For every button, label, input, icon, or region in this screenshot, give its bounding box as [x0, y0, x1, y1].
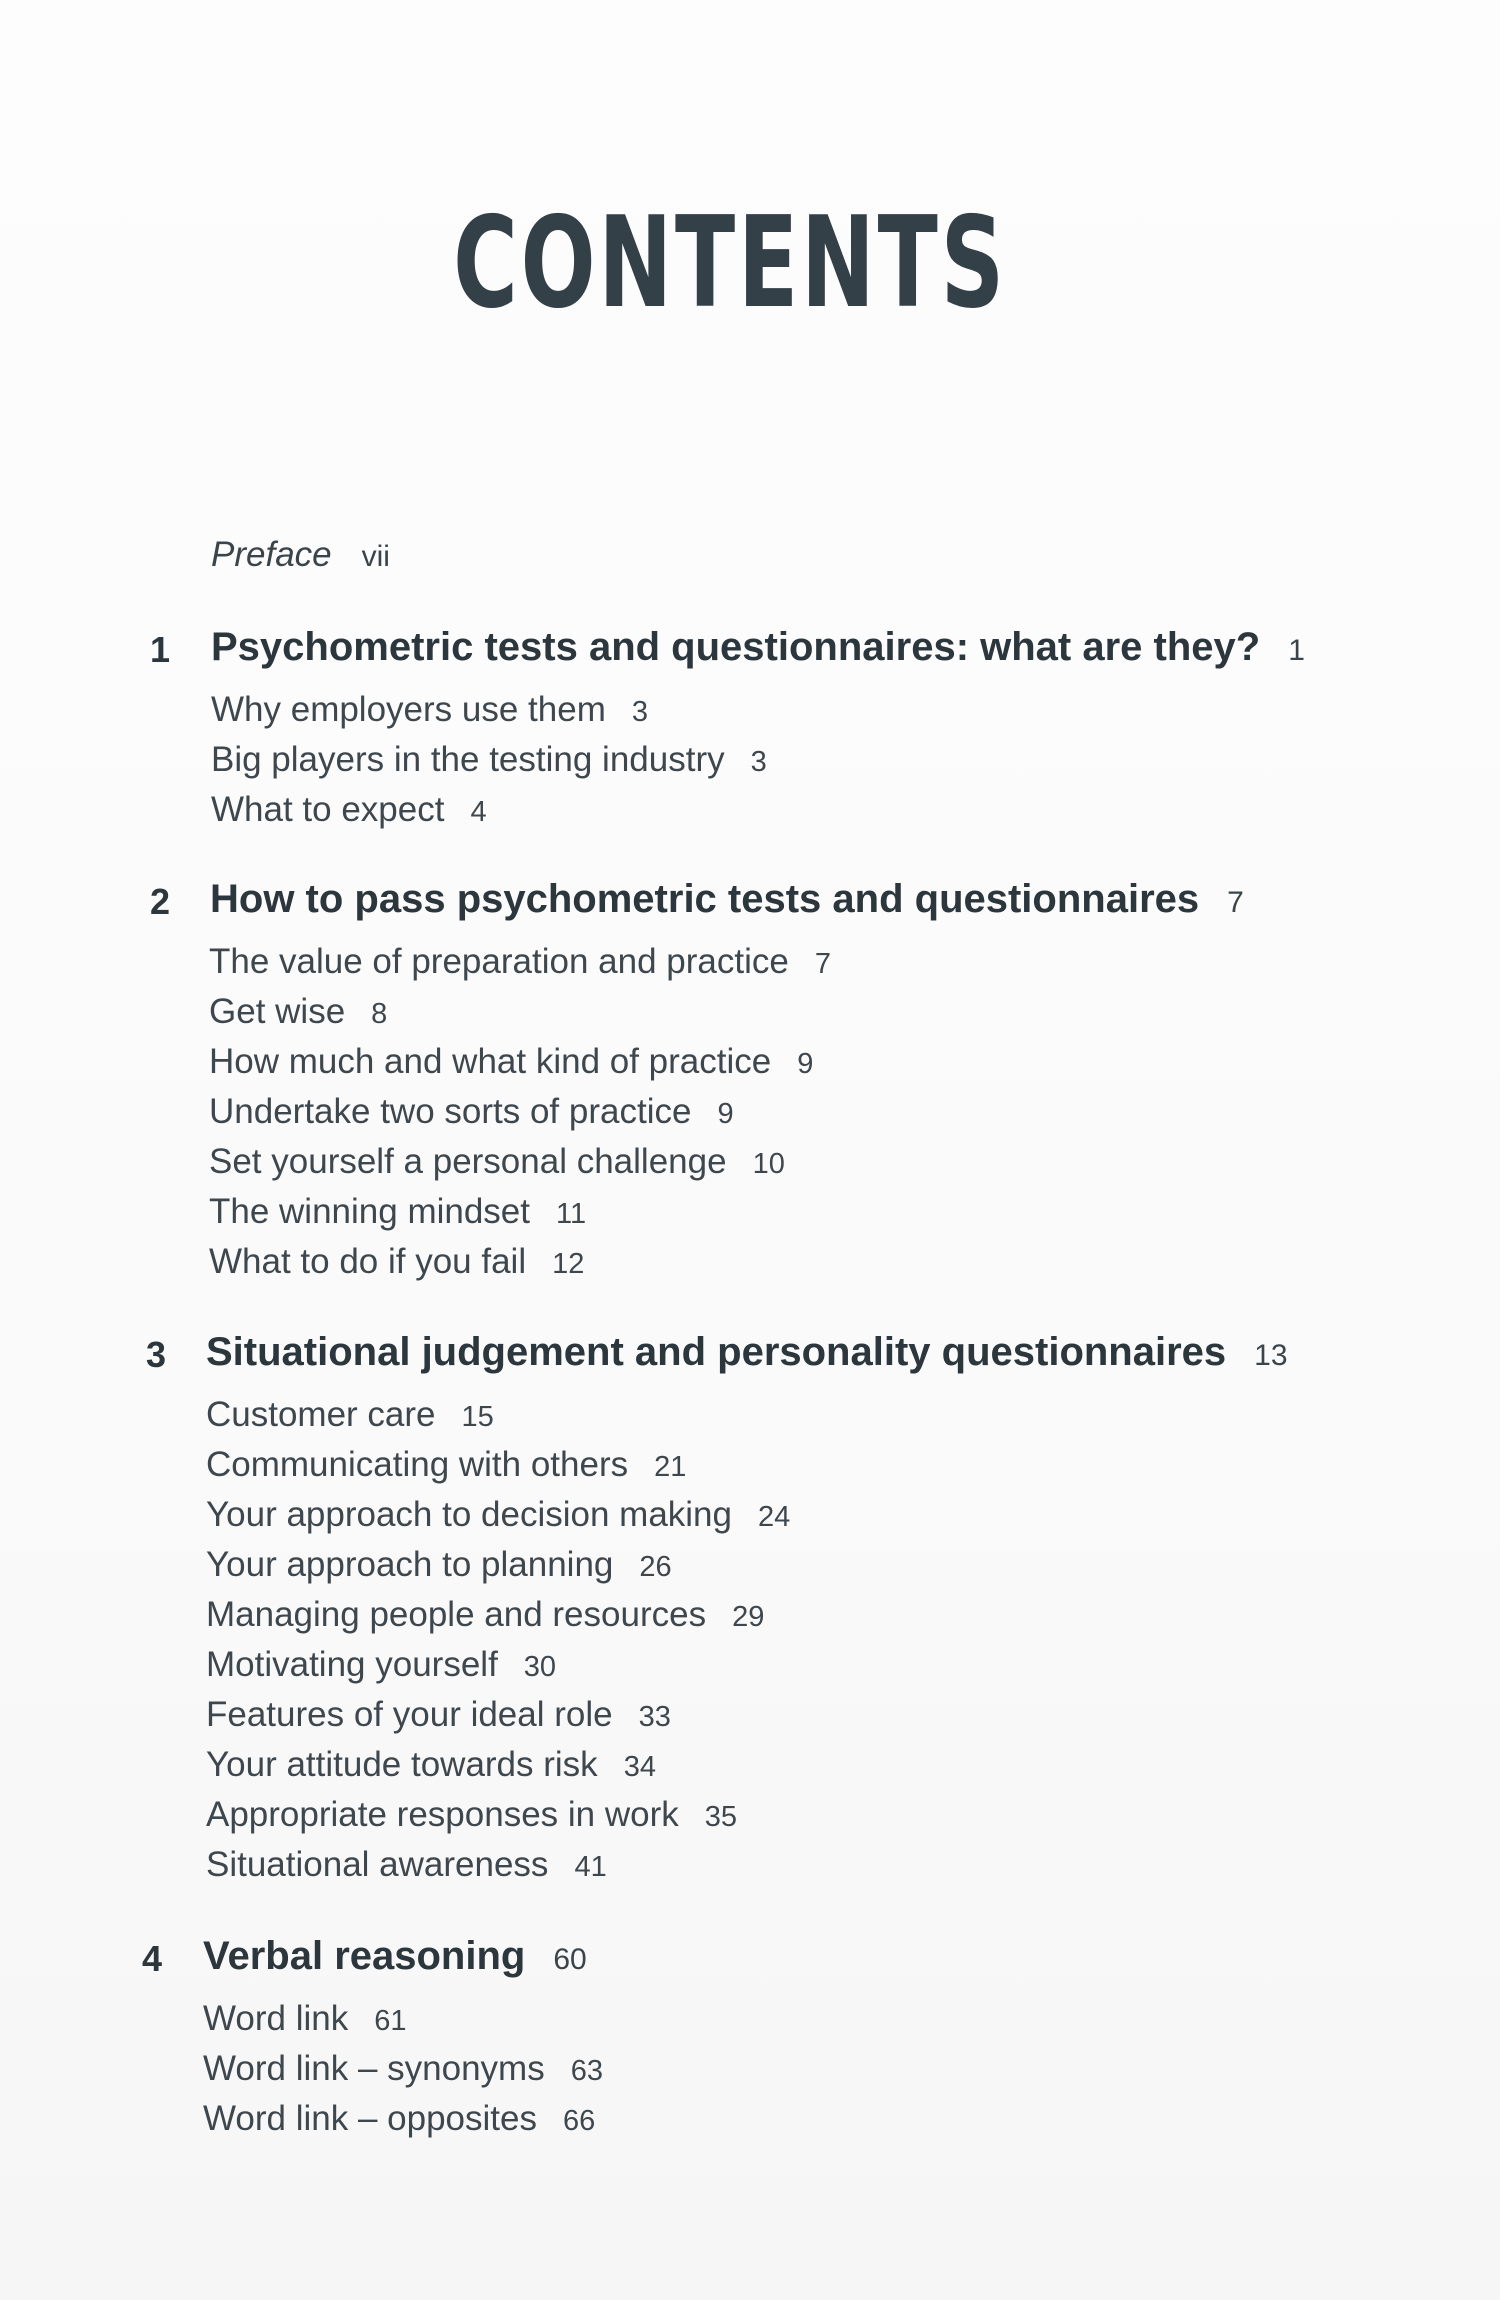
- section-entry[interactable]: [209, 1037, 831, 1087]
- chapter-title-text: How to pass psychometric tests and questionnaires: [210, 877, 1200, 921]
- section-title: Get wise: [209, 992, 346, 1031]
- section-entry[interactable]: [206, 1440, 790, 1490]
- chapter-page-number: 13: [1254, 1339, 1288, 1372]
- section-list: [211, 685, 767, 835]
- section-entry[interactable]: [206, 1690, 790, 1740]
- chapter-number: 3: [145, 1334, 166, 1375]
- section-page-number: 9: [797, 1048, 814, 1080]
- section-title: Features of your ideal role: [206, 1695, 613, 1734]
- section-page-number: 7: [814, 948, 831, 980]
- section-page-number: 15: [461, 1401, 494, 1433]
- chapter-number: 2: [149, 881, 170, 922]
- section-page-number: 21: [654, 1451, 687, 1483]
- preface-page-number: vii: [361, 540, 390, 573]
- section-page-number: 35: [704, 1801, 738, 1833]
- section-title: The value of preparation and practice: [209, 942, 789, 981]
- chapter-page-number: 1: [1288, 634, 1305, 667]
- section-entry[interactable]: [206, 1790, 790, 1840]
- section-title: Your attitude towards risk: [206, 1745, 598, 1784]
- section-entry[interactable]: [211, 735, 767, 785]
- section-page-number: 8: [371, 998, 388, 1030]
- section-page-number: 3: [750, 746, 767, 778]
- section-title: How much and what kind of practice: [209, 1042, 772, 1081]
- section-title: Word link – opposites: [203, 2099, 537, 2138]
- section-entry[interactable]: [203, 2044, 603, 2094]
- section-list: [209, 937, 831, 1287]
- section-page-number: 30: [523, 1651, 557, 1683]
- preface-title: Preface: [211, 535, 332, 574]
- section-title: Word link: [203, 1999, 349, 2038]
- section-title: Your approach to decision making: [206, 1495, 732, 1534]
- section-title: Word link – synonyms: [203, 2049, 545, 2088]
- section-title: Undertake two sorts of practice: [209, 1092, 692, 1131]
- chapter-title[interactable]: [203, 1934, 587, 1979]
- section-list: [203, 1994, 603, 2144]
- section-entry[interactable]: [206, 1590, 790, 1640]
- section-title: What to do if you fail: [209, 1242, 527, 1281]
- preface-entry[interactable]: [211, 535, 390, 575]
- section-page-number: 41: [574, 1851, 607, 1883]
- page-title: CONTENTS: [453, 189, 1007, 336]
- section-entry[interactable]: [206, 1640, 790, 1690]
- section-entry[interactable]: [209, 1137, 831, 1187]
- section-entry[interactable]: [206, 1390, 790, 1440]
- section-entry[interactable]: [209, 937, 831, 987]
- chapter-page-number: 60: [553, 1943, 587, 1976]
- chapter-page-number: 7: [1227, 886, 1244, 919]
- chapter-number: 4: [141, 1938, 162, 1979]
- section-entry[interactable]: [211, 685, 767, 735]
- chapter-number: 1: [149, 629, 170, 670]
- section-entry[interactable]: [209, 987, 831, 1037]
- section-title: Managing people and resources: [206, 1595, 707, 1634]
- section-title: The winning mindset: [209, 1192, 530, 1231]
- section-title: Why employers use them: [211, 690, 606, 729]
- section-entry[interactable]: [206, 1490, 790, 1540]
- chapter-title-text: Psychometric tests and questionnaires: what are they?: [211, 625, 1261, 669]
- section-entry[interactable]: [203, 2094, 603, 2144]
- section-page-number: 29: [732, 1601, 765, 1633]
- section-title: Customer care: [206, 1395, 436, 1434]
- section-title: Appropriate responses in work: [206, 1795, 679, 1834]
- section-entry[interactable]: [206, 1840, 790, 1890]
- section-title: What to expect: [211, 790, 445, 829]
- section-page-number: 4: [470, 796, 487, 828]
- section-entry[interactable]: [209, 1087, 831, 1137]
- chapter-title[interactable]: [210, 877, 1244, 922]
- section-entry[interactable]: [209, 1237, 831, 1287]
- section-page-number: 3: [631, 696, 649, 728]
- section-page-number: 66: [562, 2105, 596, 2137]
- chapter-title-text: Verbal reasoning: [203, 1934, 526, 1978]
- section-page-number: 33: [638, 1701, 671, 1733]
- section-list: [206, 1390, 790, 1890]
- chapter-title-text: Situational judgement and personality questionnaires: [206, 1330, 1227, 1374]
- section-title: Set yourself a personal challenge: [209, 1142, 727, 1181]
- section-page-number: 63: [570, 2055, 603, 2087]
- section-title: Communicating with others: [206, 1445, 629, 1484]
- section-page-number: 26: [639, 1551, 672, 1583]
- section-page-number: 10: [752, 1148, 785, 1180]
- section-title: Big players in the testing industry: [211, 740, 725, 779]
- section-page-number: 61: [374, 2005, 407, 2037]
- section-page-number: 12: [552, 1248, 585, 1280]
- section-title: Motivating yourself: [206, 1645, 498, 1684]
- chapter-title[interactable]: [206, 1330, 1288, 1375]
- section-entry[interactable]: [203, 1994, 603, 2044]
- section-entry[interactable]: [206, 1540, 790, 1590]
- section-entry[interactable]: [211, 785, 767, 835]
- section-page-number: 24: [758, 1501, 791, 1533]
- section-page-number: 9: [717, 1098, 734, 1130]
- section-page-number: 11: [556, 1198, 587, 1230]
- chapter-title[interactable]: [211, 625, 1305, 670]
- section-entry[interactable]: [206, 1740, 790, 1790]
- section-page-number: 34: [623, 1751, 656, 1783]
- section-title: Your approach to planning: [206, 1545, 614, 1584]
- section-entry[interactable]: [209, 1187, 831, 1237]
- section-title: Situational awareness: [206, 1845, 549, 1884]
